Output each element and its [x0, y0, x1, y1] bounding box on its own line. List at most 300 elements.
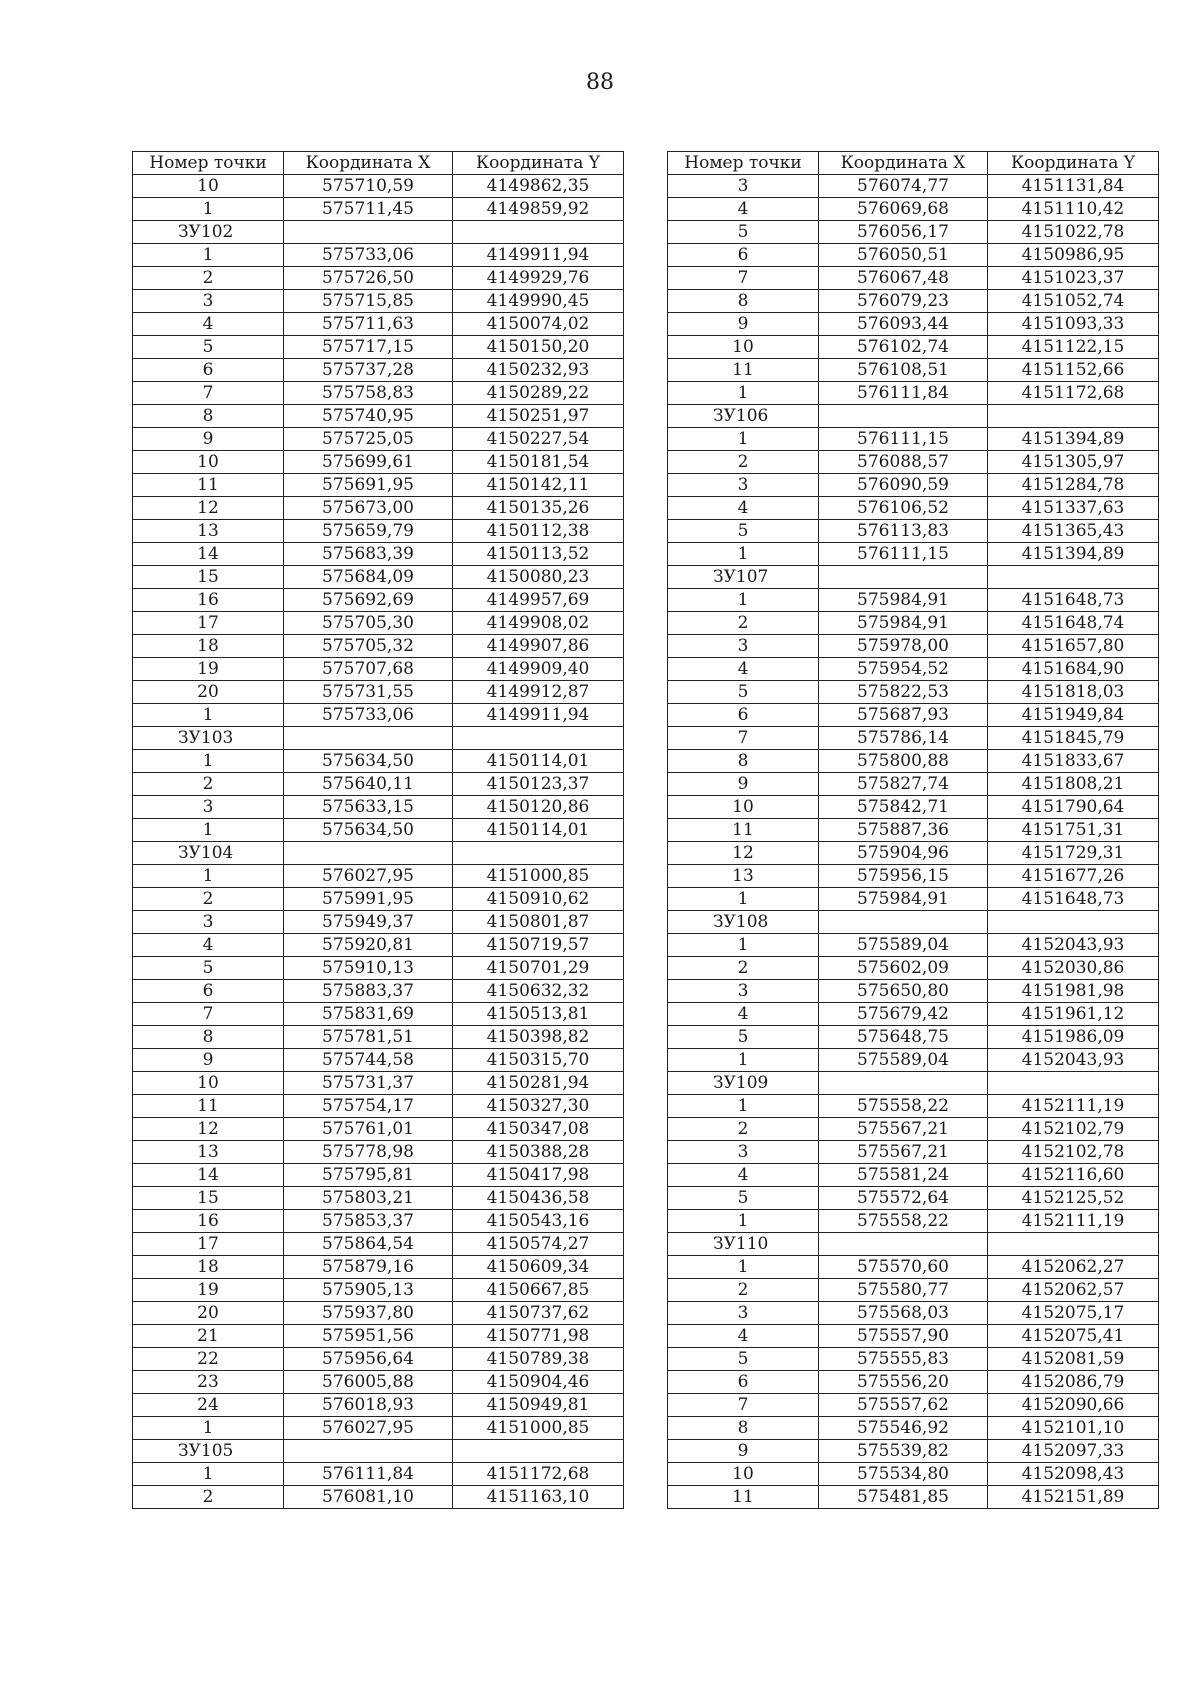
coordinate-y-cell: 4150135,26 [453, 497, 624, 520]
table-row [133, 1003, 624, 1026]
coordinate-x-cell: 575842,71 [819, 796, 988, 819]
point-number-cell: 5 [668, 1026, 819, 1049]
parcel-label-cell: ЗУ104 [133, 842, 284, 865]
point-number-cell: 1 [133, 1463, 284, 1486]
table-row [668, 1026, 1159, 1049]
coordinate-y-cell: 4151833,67 [988, 750, 1159, 773]
coordinate-x-cell [819, 566, 988, 589]
table-row [668, 382, 1159, 405]
coordinate-x-cell [284, 727, 453, 750]
coordinate-y-cell: 4150417,98 [453, 1164, 624, 1187]
coordinate-x-cell: 576081,10 [284, 1486, 453, 1509]
section-row [133, 842, 624, 865]
table-row [668, 842, 1159, 865]
coordinate-x-cell: 576106,52 [819, 497, 988, 520]
table-row [668, 1141, 1159, 1164]
table-row [133, 1463, 624, 1486]
coordinate-x-cell: 575956,15 [819, 865, 988, 888]
coordinate-x-cell: 576027,95 [284, 865, 453, 888]
point-number-cell: 9 [133, 1049, 284, 1072]
coordinate-x-cell: 575733,06 [284, 244, 453, 267]
point-number-cell: 4 [668, 1164, 819, 1187]
point-number-cell: 16 [133, 1210, 284, 1233]
point-number-cell: 1 [133, 1417, 284, 1440]
table-row [668, 175, 1159, 198]
point-number-cell: 2 [133, 267, 284, 290]
coordinate-y-cell: 4152081,59 [988, 1348, 1159, 1371]
coordinate-x-cell: 575650,80 [819, 980, 988, 1003]
coordinate-x-cell: 575633,15 [284, 796, 453, 819]
coordinate-y-cell [453, 221, 624, 244]
coordinate-x-cell: 575558,22 [819, 1210, 988, 1233]
coordinate-y-cell: 4151110,42 [988, 198, 1159, 221]
coordinate-x-cell: 575725,05 [284, 428, 453, 451]
table-row [133, 773, 624, 796]
point-number-cell: 3 [668, 474, 819, 497]
coordinate-y-cell: 4149990,45 [453, 290, 624, 313]
point-number-cell: 8 [133, 405, 284, 428]
coordinate-x-cell: 575883,37 [284, 980, 453, 1003]
point-number-cell: 12 [133, 1118, 284, 1141]
table-row [133, 704, 624, 727]
coordinate-y-cell: 4151394,89 [988, 428, 1159, 451]
section-row [668, 1233, 1159, 1256]
coordinate-y-cell: 4151845,79 [988, 727, 1159, 750]
point-number-cell: 14 [133, 1164, 284, 1187]
coordinate-y-cell: 4150227,54 [453, 428, 624, 451]
coordinate-y-cell: 4151163,10 [453, 1486, 624, 1509]
point-number-cell: 1 [668, 428, 819, 451]
coordinate-y-cell: 4150281,94 [453, 1072, 624, 1095]
table-row [133, 474, 624, 497]
parcel-label-cell: ЗУ108 [668, 911, 819, 934]
coordinate-x-cell: 576108,51 [819, 359, 988, 382]
coordinate-y-cell: 4149911,94 [453, 244, 624, 267]
table-row [133, 382, 624, 405]
point-number-cell: 1 [668, 543, 819, 566]
point-number-cell: 7 [668, 1394, 819, 1417]
coordinate-x-cell: 575580,77 [819, 1279, 988, 1302]
table-row [133, 934, 624, 957]
header-coordinate-x: Координата X [284, 152, 453, 175]
point-number-cell: 2 [133, 773, 284, 796]
table-row [133, 1141, 624, 1164]
coordinate-x-cell: 575683,39 [284, 543, 453, 566]
coordinate-y-cell: 4151677,26 [988, 865, 1159, 888]
coordinate-y-cell: 4151818,03 [988, 681, 1159, 704]
coordinate-y-cell [988, 566, 1159, 589]
coordinate-y-cell: 4150080,23 [453, 566, 624, 589]
coordinate-y-cell: 4150347,08 [453, 1118, 624, 1141]
table-row [668, 796, 1159, 819]
coordinate-x-cell: 575659,79 [284, 520, 453, 543]
coordinate-x-cell: 575904,96 [819, 842, 988, 865]
point-number-cell: 1 [133, 750, 284, 773]
point-number-cell: 10 [668, 336, 819, 359]
table-row [668, 704, 1159, 727]
point-number-cell: 5 [133, 336, 284, 359]
table-row [668, 336, 1159, 359]
coordinate-x-cell: 575692,69 [284, 589, 453, 612]
point-number-cell: 4 [668, 198, 819, 221]
table-row [133, 1187, 624, 1210]
point-number-cell: 12 [668, 842, 819, 865]
coordinate-x-cell: 575546,92 [819, 1417, 988, 1440]
table-row [133, 1302, 624, 1325]
point-number-cell: 5 [668, 1187, 819, 1210]
coordinate-x-cell: 575991,95 [284, 888, 453, 911]
coordinate-y-cell: 4150327,30 [453, 1095, 624, 1118]
table-row [133, 198, 624, 221]
point-number-cell: 10 [668, 796, 819, 819]
point-number-cell: 11 [133, 474, 284, 497]
point-number-cell: 2 [668, 957, 819, 980]
coordinate-x-cell: 576018,93 [284, 1394, 453, 1417]
parcel-label-cell: ЗУ102 [133, 221, 284, 244]
table-row [133, 543, 624, 566]
point-number-cell: 1 [668, 934, 819, 957]
point-number-cell: 1 [668, 1049, 819, 1072]
coordinate-x-cell: 575761,01 [284, 1118, 453, 1141]
point-number-cell: 11 [668, 1486, 819, 1509]
coordinate-y-cell: 4150112,38 [453, 520, 624, 543]
coordinate-x-cell: 576067,48 [819, 267, 988, 290]
coordinate-x-cell: 575887,36 [819, 819, 988, 842]
coordinate-y-cell: 4152090,66 [988, 1394, 1159, 1417]
coordinate-y-cell: 4151172,68 [988, 382, 1159, 405]
point-number-cell: 10 [133, 175, 284, 198]
table-row [133, 1072, 624, 1095]
coordinate-x-cell: 575687,93 [819, 704, 988, 727]
coordinate-y-cell: 4152101,10 [988, 1417, 1159, 1440]
coordinate-x-cell: 575711,45 [284, 198, 453, 221]
coordinate-y-cell: 4151365,43 [988, 520, 1159, 543]
coordinate-y-cell: 4149862,35 [453, 175, 624, 198]
table-row [668, 658, 1159, 681]
coordinate-x-cell: 575905,13 [284, 1279, 453, 1302]
table-row [133, 911, 624, 934]
table-row [133, 313, 624, 336]
table-row [133, 658, 624, 681]
table-row [668, 1187, 1159, 1210]
table-header-row [133, 152, 624, 175]
table-row [668, 313, 1159, 336]
coordinate-x-cell: 575648,75 [819, 1026, 988, 1049]
point-number-cell: 19 [133, 658, 284, 681]
coordinate-y-cell: 4152098,43 [988, 1463, 1159, 1486]
coordinate-y-cell: 4150150,20 [453, 336, 624, 359]
table-row [133, 1164, 624, 1187]
point-number-cell: 7 [133, 382, 284, 405]
parcel-label-cell: ЗУ106 [668, 405, 819, 428]
coordinate-x-cell: 575879,16 [284, 1256, 453, 1279]
point-number-cell: 1 [133, 819, 284, 842]
coordinate-y-cell: 4151684,90 [988, 658, 1159, 681]
coordinate-y-cell: 4152151,89 [988, 1486, 1159, 1509]
table-body-right [668, 175, 1159, 1509]
coordinate-x-cell: 575786,14 [819, 727, 988, 750]
coordinate-x-cell: 575555,83 [819, 1348, 988, 1371]
coordinate-y-cell: 4152102,79 [988, 1118, 1159, 1141]
table-row [133, 1394, 624, 1417]
coordinate-y-cell: 4151152,66 [988, 359, 1159, 382]
table-row [668, 290, 1159, 313]
point-number-cell: 18 [133, 635, 284, 658]
coordinate-y-cell: 4152030,86 [988, 957, 1159, 980]
point-number-cell: 13 [668, 865, 819, 888]
coordinate-x-cell: 575822,53 [819, 681, 988, 704]
coordinate-y-cell: 4150609,34 [453, 1256, 624, 1279]
table-row [668, 1256, 1159, 1279]
coordinate-x-cell: 575557,90 [819, 1325, 988, 1348]
coordinate-x-cell: 575705,30 [284, 612, 453, 635]
coordinate-y-cell: 4151337,63 [988, 497, 1159, 520]
coordinate-x-cell [819, 911, 988, 934]
coordinate-x-cell: 576111,84 [819, 382, 988, 405]
coordinate-x-cell: 575754,17 [284, 1095, 453, 1118]
point-number-cell: 8 [668, 750, 819, 773]
coordinate-x-cell: 576088,57 [819, 451, 988, 474]
point-number-cell: 3 [133, 796, 284, 819]
coordinate-x-cell: 575634,50 [284, 819, 453, 842]
point-number-cell: 16 [133, 589, 284, 612]
coordinate-y-cell: 4150632,32 [453, 980, 624, 1003]
coordinate-y-cell: 4151648,74 [988, 612, 1159, 635]
table-row [668, 1302, 1159, 1325]
table-row [133, 589, 624, 612]
coordinate-x-cell: 575795,81 [284, 1164, 453, 1187]
coordinate-y-cell: 4152111,19 [988, 1210, 1159, 1233]
point-number-cell: 2 [133, 1486, 284, 1509]
table-row [668, 474, 1159, 497]
point-number-cell: 12 [133, 497, 284, 520]
coordinate-y-cell: 4150142,11 [453, 474, 624, 497]
coordinate-y-cell: 4149907,86 [453, 635, 624, 658]
coordinate-x-cell [819, 1072, 988, 1095]
table-row [133, 175, 624, 198]
point-number-cell: 2 [668, 612, 819, 635]
coordinate-x-cell: 575778,98 [284, 1141, 453, 1164]
point-number-cell: 1 [133, 704, 284, 727]
coordinate-x-cell: 575827,74 [819, 773, 988, 796]
coordinate-y-cell: 4150737,62 [453, 1302, 624, 1325]
table-row [133, 451, 624, 474]
coordinate-x-cell [284, 842, 453, 865]
section-row [668, 405, 1159, 428]
coordinate-x-cell: 576056,17 [819, 221, 988, 244]
point-number-cell: 10 [133, 451, 284, 474]
table-row [133, 796, 624, 819]
coordinate-y-cell: 4150719,57 [453, 934, 624, 957]
point-number-cell: 1 [668, 1210, 819, 1233]
point-number-cell: 20 [133, 681, 284, 704]
point-number-cell: 1 [668, 589, 819, 612]
coordinate-x-cell: 576027,95 [284, 1417, 453, 1440]
coordinate-y-cell [988, 911, 1159, 934]
coordinate-y-cell: 4151000,85 [453, 1417, 624, 1440]
point-number-cell: 3 [133, 911, 284, 934]
coordinate-x-cell: 575740,95 [284, 405, 453, 428]
coordinate-y-cell: 4151122,15 [988, 336, 1159, 359]
table-row [133, 888, 624, 911]
point-number-cell: 14 [133, 543, 284, 566]
coordinate-x-cell: 575984,91 [819, 888, 988, 911]
coordinate-x-cell: 576111,15 [819, 428, 988, 451]
table-row [668, 750, 1159, 773]
point-number-cell: 6 [668, 1371, 819, 1394]
coordinate-x-cell: 575572,64 [819, 1187, 988, 1210]
point-number-cell: 5 [668, 681, 819, 704]
coordinate-x-cell: 575803,21 [284, 1187, 453, 1210]
parcel-label-cell: ЗУ103 [133, 727, 284, 750]
coordinate-x-cell [819, 1233, 988, 1256]
coordinate-y-cell: 4150574,27 [453, 1233, 624, 1256]
coordinate-x-cell: 576079,23 [819, 290, 988, 313]
coordinate-x-cell: 575937,80 [284, 1302, 453, 1325]
coordinate-y-cell: 4150251,97 [453, 405, 624, 428]
point-number-cell: 21 [133, 1325, 284, 1348]
coordinate-y-cell: 4151657,80 [988, 635, 1159, 658]
point-number-cell: 2 [133, 888, 284, 911]
table-row [133, 290, 624, 313]
table-row [668, 957, 1159, 980]
point-number-cell: 17 [133, 612, 284, 635]
coordinate-y-cell: 4152086,79 [988, 1371, 1159, 1394]
point-number-cell: 1 [133, 198, 284, 221]
point-number-cell: 15 [133, 1187, 284, 1210]
coordinate-x-cell: 575699,61 [284, 451, 453, 474]
table-row [668, 1325, 1159, 1348]
coordinate-y-cell: 4150949,81 [453, 1394, 624, 1417]
point-number-cell: 8 [668, 290, 819, 313]
point-number-cell: 15 [133, 566, 284, 589]
point-number-cell: 24 [133, 1394, 284, 1417]
point-number-cell: 3 [668, 1302, 819, 1325]
point-number-cell: 9 [668, 773, 819, 796]
point-number-cell: 8 [133, 1026, 284, 1049]
coordinate-x-cell: 575705,32 [284, 635, 453, 658]
coordinate-y-cell: 4152102,78 [988, 1141, 1159, 1164]
table-row [133, 1486, 624, 1509]
coordinate-y-cell: 4151808,21 [988, 773, 1159, 796]
coordinate-y-cell: 4150123,37 [453, 773, 624, 796]
coordinate-x-cell: 575864,54 [284, 1233, 453, 1256]
table-row [668, 1463, 1159, 1486]
coordinate-y-cell [453, 727, 624, 750]
coordinate-x-cell: 575717,15 [284, 336, 453, 359]
coordinate-x-cell: 576111,15 [819, 543, 988, 566]
point-number-cell: 4 [668, 1325, 819, 1348]
point-number-cell: 2 [668, 451, 819, 474]
point-number-cell: 2 [668, 1279, 819, 1302]
section-row [133, 221, 624, 244]
coordinate-y-cell: 4151751,31 [988, 819, 1159, 842]
coordinate-x-cell: 575673,00 [284, 497, 453, 520]
coordinate-y-cell: 4151131,84 [988, 175, 1159, 198]
table-row [668, 1210, 1159, 1233]
point-number-cell: 6 [668, 704, 819, 727]
coordinate-y-cell: 4152043,93 [988, 934, 1159, 957]
page-number: 88 [586, 70, 614, 95]
coordinate-y-cell: 4149859,92 [453, 198, 624, 221]
coordinate-y-cell: 4151961,12 [988, 1003, 1159, 1026]
table-row [668, 221, 1159, 244]
point-number-cell: 10 [133, 1072, 284, 1095]
point-number-cell: 3 [668, 175, 819, 198]
point-number-cell: 11 [133, 1095, 284, 1118]
coordinate-x-cell: 575737,28 [284, 359, 453, 382]
point-number-cell: 9 [133, 428, 284, 451]
coordinate-y-cell: 4150701,29 [453, 957, 624, 980]
coordinate-y-cell: 4150789,38 [453, 1348, 624, 1371]
coordinate-y-cell: 4150986,95 [988, 244, 1159, 267]
coordinate-y-cell: 4150074,02 [453, 313, 624, 336]
coordinate-x-cell: 575949,37 [284, 911, 453, 934]
coordinate-y-cell: 4150388,28 [453, 1141, 624, 1164]
coordinate-y-cell: 4150910,62 [453, 888, 624, 911]
table-row [133, 681, 624, 704]
coordinate-x-cell: 575557,62 [819, 1394, 988, 1417]
table-row [133, 980, 624, 1003]
table-row [133, 244, 624, 267]
coordinate-y-cell [453, 842, 624, 865]
parcel-label-cell: ЗУ109 [668, 1072, 819, 1095]
coordinate-y-cell [988, 1233, 1159, 1256]
table-row [133, 635, 624, 658]
table-row [668, 359, 1159, 382]
coordinate-x-cell: 575539,82 [819, 1440, 988, 1463]
coordinate-x-cell: 575568,03 [819, 1302, 988, 1325]
coordinate-y-cell: 4149912,87 [453, 681, 624, 704]
coordinate-x-cell: 575954,52 [819, 658, 988, 681]
point-number-cell: 18 [133, 1256, 284, 1279]
section-row [668, 911, 1159, 934]
coordinate-x-cell: 575726,50 [284, 267, 453, 290]
coordinate-y-cell: 4151729,31 [988, 842, 1159, 865]
table-row [133, 405, 624, 428]
coordinate-y-cell: 4151790,64 [988, 796, 1159, 819]
coordinate-y-cell: 4150543,16 [453, 1210, 624, 1233]
coordinate-x-cell: 575481,85 [819, 1486, 988, 1509]
table-row [133, 1095, 624, 1118]
table-row [133, 1210, 624, 1233]
coordinate-y-cell: 4151172,68 [453, 1463, 624, 1486]
point-number-cell: 17 [133, 1233, 284, 1256]
table-row [668, 934, 1159, 957]
table-row [133, 1026, 624, 1049]
table-row [668, 1371, 1159, 1394]
coordinate-y-cell: 4152125,52 [988, 1187, 1159, 1210]
coordinate-y-cell: 4151093,33 [988, 313, 1159, 336]
coordinate-y-cell [453, 1440, 624, 1463]
table-row [668, 1486, 1159, 1509]
section-row [133, 727, 624, 750]
point-number-cell: 13 [133, 520, 284, 543]
point-number-cell: 11 [668, 819, 819, 842]
point-number-cell: 5 [668, 520, 819, 543]
coordinate-y-cell: 4151305,97 [988, 451, 1159, 474]
coordinate-x-cell: 576074,77 [819, 175, 988, 198]
table-row [133, 1348, 624, 1371]
section-row [668, 1072, 1159, 1095]
coordinate-y-cell: 4151648,73 [988, 589, 1159, 612]
point-number-cell: 1 [668, 1256, 819, 1279]
table-row [668, 1049, 1159, 1072]
coordinate-y-cell: 4152075,41 [988, 1325, 1159, 1348]
point-number-cell: 4 [133, 313, 284, 336]
point-number-cell: 20 [133, 1302, 284, 1325]
table-row [668, 635, 1159, 658]
